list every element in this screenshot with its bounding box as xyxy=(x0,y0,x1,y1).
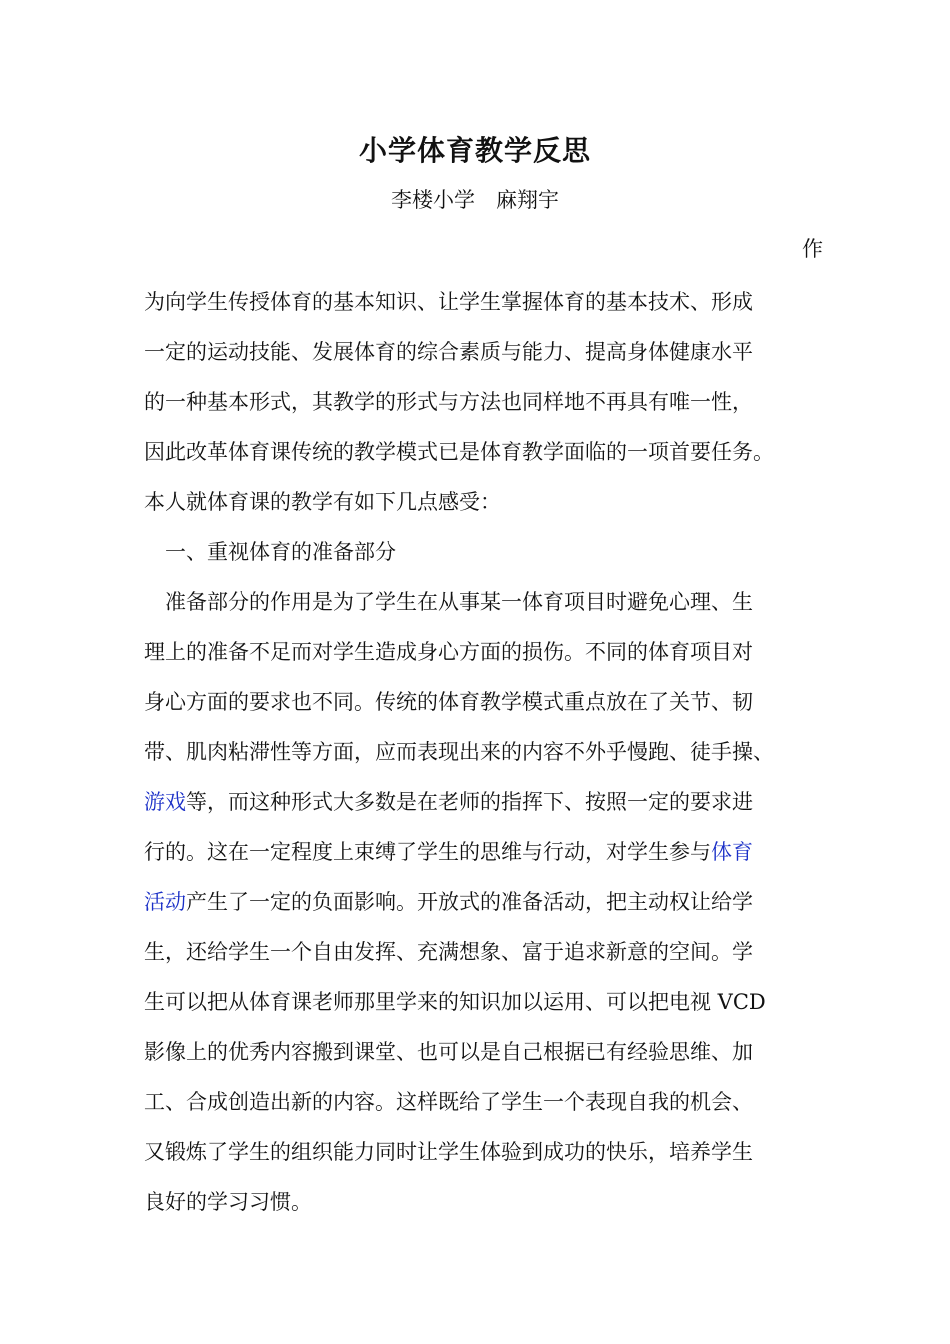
text-line: 带、肌肉粘滞性等方面，应而表现出来的内容不外乎慢跑、徒手操、 xyxy=(144,740,774,764)
text-line: 本人就体育课的教学有如下几点感受： xyxy=(144,490,501,514)
text-line: 理上的准备不足而对学生造成身心方面的损伤。不同的体育项目对 xyxy=(144,640,753,664)
text-segment: 行的。这在一定程度上束缚了学生的思维与行动，对学生参与 xyxy=(144,840,711,864)
text-line xyxy=(144,877,844,927)
section-paragraph xyxy=(144,577,844,1227)
link-game[interactable]: 游戏 xyxy=(144,790,186,814)
text-line: 的一种基本形式，其教学的形式与方法也同样地不再具有唯一性， xyxy=(144,390,753,414)
text-line: 影像上的优秀内容搬到课堂、也可以是自己根据已有经验思维、加 xyxy=(144,1040,753,1064)
text-line: 为向学生传授体育的基本知识、让学生掌握体育的基本技术、形成 xyxy=(144,290,753,314)
text-line: 良好的学习习惯。 xyxy=(144,1190,312,1214)
text-line: 工、合成创造出新的内容。这样既给了学生一个表现自我的机会、 xyxy=(144,1090,753,1114)
text-line: 准备部分的作用是为了学生在从事某一体育项目时避免心理、生 xyxy=(144,590,753,614)
paragraph-lead-char: 作 xyxy=(802,237,823,261)
text-line: 身心方面的要求也不同。传统的体育教学模式重点放在了关节、韧 xyxy=(144,690,753,714)
section-heading xyxy=(144,527,844,577)
link-sports-activity-part1[interactable]: 体育 xyxy=(711,840,753,864)
text-line: 生可以把从体育课老师那里学来的知识加以运用、可以把电视 VCD xyxy=(144,990,766,1014)
text-line: 又锻炼了学生的组织能力同时让学生体验到成功的快乐，培养学生 xyxy=(144,1140,753,1164)
text-line: 生，还给学生一个自由发挥、充满想象、富于追求新意的空间。学 xyxy=(144,940,753,964)
section-heading-text: 一、重视体育的准备部分 xyxy=(144,540,396,564)
link-sports-activity-part2[interactable]: 活动 xyxy=(144,890,186,914)
document-title: 小学体育教学反思 xyxy=(358,134,591,167)
text-line: 一定的运动技能、发展体育的综合素质与能力、提高身体健康水平 xyxy=(144,340,753,364)
text-line xyxy=(144,827,844,877)
text-line xyxy=(144,777,844,827)
text-line: 因此改革体育课传统的教学模式已是体育教学面临的一项首要任务。 xyxy=(144,440,774,464)
author-line: 李楼小学 麻翔宇 xyxy=(391,188,559,212)
text-segment: 等，而这种形式大多数是在老师的指挥下、按照一定的要求进 xyxy=(186,790,753,814)
text-segment: 产生了一定的负面影响。开放式的准备活动，把主动权让给学 xyxy=(186,890,753,914)
intro-paragraph xyxy=(144,277,844,527)
